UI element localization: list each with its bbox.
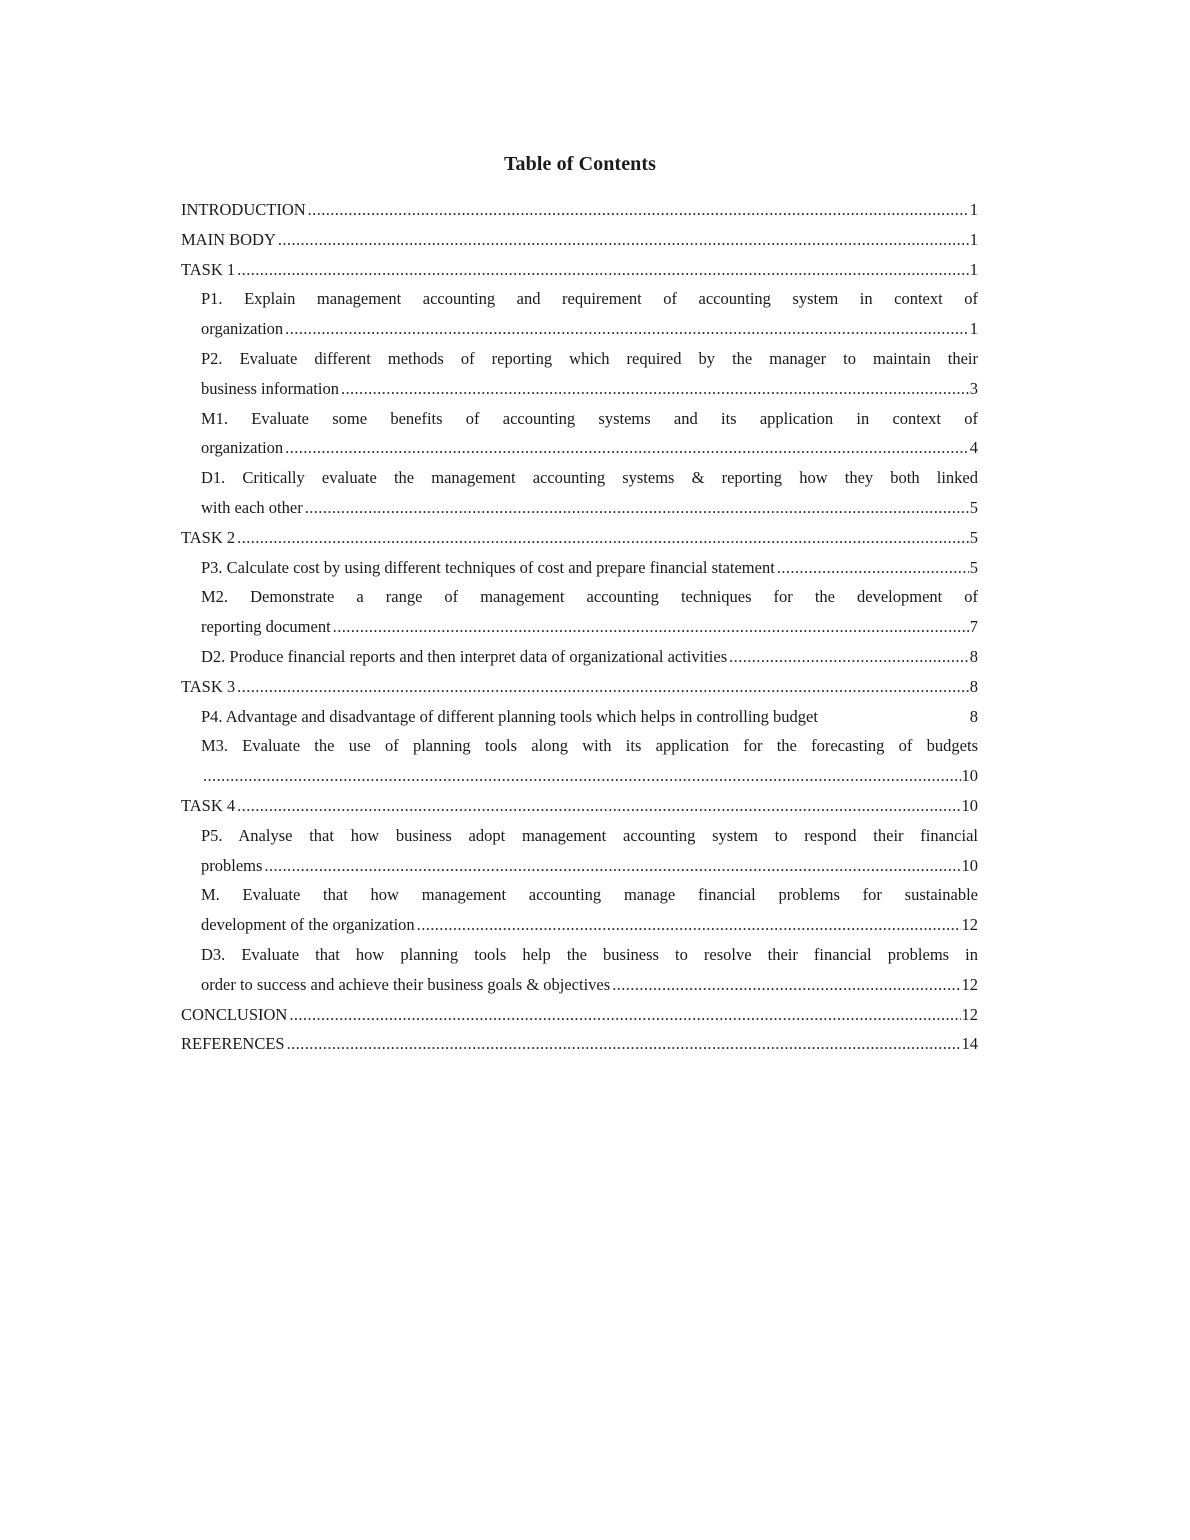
toc-entry[interactable] <box>181 404 978 464</box>
toc-page-number: 14 <box>961 1034 978 1054</box>
toc-page-number: 8 <box>969 706 978 726</box>
toc-entry-text: P2. Evaluate different methods of reporting which required by the manager to maintain their <box>201 348 978 368</box>
toc-entry-text: with each other <box>201 497 303 517</box>
toc-entry[interactable] <box>181 582 978 642</box>
toc-page-number: 8 <box>969 676 978 696</box>
toc-entry-text: order to success and achieve their business goals & objectives <box>201 974 611 994</box>
toc-dot-leader <box>417 910 961 940</box>
toc-entry[interactable] <box>181 791 978 821</box>
toc-page-number: 10 <box>961 795 978 815</box>
toc-entry[interactable] <box>181 463 978 523</box>
toc-entry-text: INTRODUCTION <box>181 200 306 219</box>
toc-entry-text: CONCLUSION <box>181 1004 288 1024</box>
toc-entry-text: TASK 2 <box>181 527 236 547</box>
toc-page-number: 7 <box>969 617 978 637</box>
toc-entry[interactable] <box>181 523 978 553</box>
toc-entry[interactable] <box>181 284 978 344</box>
toc-entry[interactable] <box>181 1000 978 1030</box>
toc-page-number: 1 <box>969 200 978 219</box>
toc-page-number: 5 <box>969 497 978 517</box>
toc-entry[interactable] <box>181 1029 978 1059</box>
toc-page-number: 10 <box>961 855 978 875</box>
toc-entry[interactable] <box>181 195 978 225</box>
toc-dot-leader <box>237 523 969 553</box>
toc-entry[interactable] <box>181 225 978 255</box>
toc-entry-text: TASK 3 <box>181 676 236 696</box>
toc-entry-text: P3. Calculate cost by using different techniques of cost and prepare financial statement <box>201 557 775 577</box>
toc-entry-text: M. Evaluate that how management accounting manage financial problems for sustainable <box>201 885 978 905</box>
toc-entry[interactable] <box>181 642 978 672</box>
toc-entry[interactable] <box>181 344 978 404</box>
toc-dot-leader <box>777 553 969 583</box>
toc-dot-leader <box>237 255 969 285</box>
toc-entry-text: P1. Explain management accounting and requirement of accounting system in context of <box>201 289 978 309</box>
toc-entry-text: business information <box>201 378 339 398</box>
toc-page-number: 12 <box>961 915 978 935</box>
toc-entry-text: organization <box>201 438 284 458</box>
toc-page-number: 1 <box>969 229 978 249</box>
toc-entry-text: TASK 4 <box>181 795 236 815</box>
toc-entry[interactable] <box>181 702 978 732</box>
toc-dot-leader <box>341 374 969 404</box>
toc-page-number: 10 <box>961 766 978 786</box>
toc-entry-text: problems <box>201 855 263 875</box>
toc-entry-text: D1. Critically evaluate the management accounting systems & reporting how they both linked <box>201 468 978 488</box>
toc-dot-leader <box>287 1029 961 1059</box>
toc-page-number: 4 <box>969 438 978 458</box>
toc-dot-leader <box>289 1000 960 1030</box>
toc-dot-leader <box>237 672 969 702</box>
toc-entry-text: D2. Produce financial reports and then interpret data of organizational activities <box>201 646 728 666</box>
toc-entry[interactable] <box>181 255 978 285</box>
toc-page-number: 3 <box>969 378 978 398</box>
toc-entry-text: P5. Analyse that how business adopt management accounting system to respond their financial <box>201 825 978 845</box>
toc-page-number: 12 <box>961 1004 978 1024</box>
toc-page-number: 1 <box>969 259 978 279</box>
toc-entry-text: MAIN BODY <box>181 229 276 249</box>
toc-dot-leader <box>285 314 969 344</box>
toc-entry[interactable] <box>181 731 978 791</box>
toc-entry-text: development of the organization <box>201 915 415 935</box>
toc-entry-text: M3. Evaluate the use of planning tools along with its application for the forecasting of budgets <box>201 736 978 756</box>
toc-entry[interactable] <box>181 940 978 1000</box>
toc-entry[interactable] <box>181 672 978 702</box>
toc-dot-leader <box>278 225 969 255</box>
toc-entry-text: D3. Evaluate that how planning tools help the business to resolve their financial problems in <box>201 944 978 964</box>
toc-page-number: 5 <box>969 557 978 577</box>
toc-entry[interactable] <box>181 821 978 881</box>
toc-entry-text: REFERENCES <box>181 1034 285 1054</box>
toc-dot-leader <box>203 761 961 791</box>
toc-entry-text: reporting document <box>201 617 331 637</box>
toc-entry-text: M2. Demonstrate a range of management accounting techniques for the development of <box>201 587 978 607</box>
toc-dot-leader <box>237 791 960 821</box>
toc-entry-text: P4. Advantage and disadvantage of different planning tools which helps in controlling budget <box>201 706 818 726</box>
toc-dot-leader <box>308 195 969 225</box>
toc-entry-text: organization <box>201 319 284 339</box>
toc-dot-leader <box>305 493 969 523</box>
toc-entry[interactable] <box>181 880 978 940</box>
toc-entry-text: M1. Evaluate some benefits of accounting systems and its application in context of <box>201 408 978 428</box>
toc-dot-leader <box>729 642 969 672</box>
toc-entry-text: TASK 1 <box>181 259 236 279</box>
toc-dot-leader <box>285 433 969 463</box>
toc-page-number: 5 <box>969 527 978 547</box>
table-of-contents <box>181 195 978 1059</box>
toc-entry[interactable] <box>181 553 978 583</box>
toc-dot-leader <box>264 851 960 881</box>
toc-page-number: 12 <box>961 974 978 994</box>
toc-page-number: 1 <box>969 319 978 339</box>
toc-page-number: 8 <box>969 646 978 666</box>
toc-title: Table of Contents <box>503 153 657 175</box>
toc-dot-leader <box>612 970 960 1000</box>
toc-dot-leader <box>333 612 969 642</box>
